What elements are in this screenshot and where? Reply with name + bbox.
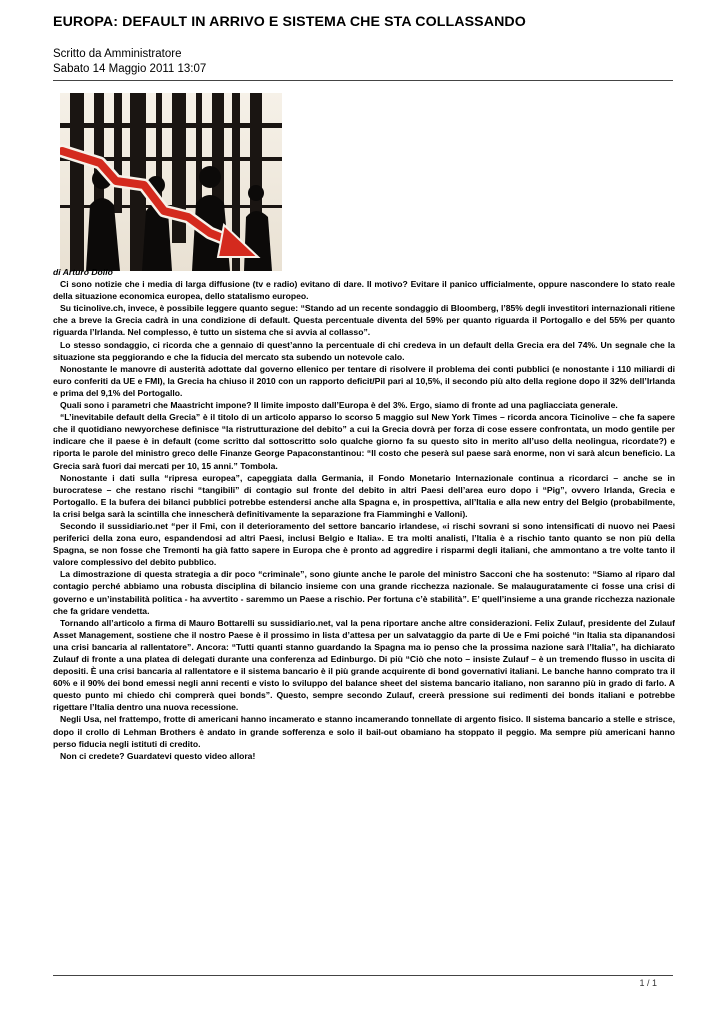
page-title: EUROPA: DEFAULT IN ARRIVO E SISTEMA CHE STA COLLASSANDO [53, 14, 526, 30]
page-number: 1 / 1 [639, 978, 657, 988]
article-paragraph: La dimostrazione di questa strategia a dir poco “criminale”, sono giunte anche le parole del ministro Sacconi che ha sostenuto: “Siamo al riparo dal contagio perché abbiamo una robusta disciplina di bilancio insieme con una grande ricchezza nazionale. Se malauguratamente ci fosse una crisi di governo e un’instabilità politica - ha avvertito - saremmo un Paese a rischio. Per fortuna c’è stabilità”. E’ quell’insieme a una grande ricchezza nazionale che fa gridare vendetta. [53, 569, 675, 616]
article-paragraph: “L’inevitabile default della Grecia” è il titolo di un articolo apparso lo scorso 5 maggio sul New York Times – ricorda ancora Ticinolive – che fa sapere che il quotidiano newyorchese definisce “la ristrutturazione del debito” a cui la Grecia dovrà per forza di cose essere confrontata, un modo gentile per indicare che il paese è in default (come scritto dal sottoscritto solo qualche giorno fa su questo sito in merito all’uso della neolingua, ricordate?) e riporta le parole del ministro greco delle Finanze George Papaconstantinou: “Il costo che peserà sul paese sarà enorme, non vi sarà alcun beneficio. La Grecia sarà fuori dai mercati per 10, 15 anni.” Tombola. [53, 412, 675, 471]
article-paragraph: Su ticinolive.ch, invece, è possibile leggere quanto segue: “Stando ad un recente sondaggio di Bloomberg, l’85% degli investitori internazionali ritiene che a breve la Grecia cadrà in una condizione di default. Questa percentuale diventa del 59% per quanto riguarda il Portogallo e del 55% per quanto riguarda l’Irlanda. Nel complesso, è tutto un sistema che si avvia al collasso”. [53, 303, 675, 338]
article-meta [53, 47, 206, 77]
footer-divider [53, 975, 673, 976]
article-paragraph: Lo stesso sondaggio, ci ricorda che a gennaio di quest’anno la percentuale di chi credeva in un default della Grecia era del 74%. Un segnale che la situazione sta peggiorando e che la fiducia del mercato sta subendo un notevole calo. [53, 339, 675, 362]
article-paragraph: Tornando all’articolo a firma di Mauro Bottarelli su sussidiario.net, val la pena riportare anche altre considerazioni. Felix Zulauf, presidente del Zulauf Asset Management, sostiene che il nostro Paese è il prossimo in lista d’attesa per un salvataggio da parte di Ue e Fmi poiché “in Italia sta dipanandosi una crisi bancaria al rallentatore”. Ancora: “Tutti quanti stanno guardando la Spagna ma io penso che la prossima nazione sarà l’Italia”, ha dichiarato Zulauf di fronte a una platea di delegati durante una conferenza ad Edinburgo. Di più “Ciò che noto – insiste Zulauf – è un tremendo flusso in uscita di depositi. È una crisi bancaria al rallentatore e il sistema bancario è il più grande acquirente di bond governativi italiani. Le banche hanno comprato tra il 60% e il 90% dei bond emessi negli anni recenti e visto lo sviluppo del balance sheet del sistema bancario italiano, non saranno più in grado di farlo. A questo punto mi chiedo chi comprerà quei bonds”. Questo, sempre secondo Zulauf, creerà pressione sui redimenti dei bonds italiani e potrebbe rigettare l’Italia dentro una nuova recessione. [53, 617, 675, 713]
article-paragraph: Secondo il sussidiario.net “per il Fmi, con il deterioramento del settore bancario irlandese, «i rischi sovrani si sono intensificati di nuovo nei Paesi periferici della zona euro, espandendosi ad altri Paesi, inclusi Belgio e Italia». E tra molti analisti, l’Italia è a rischio tanto quanto se non più della Spagna, se non fosse che Tremonti ha già fatto sapere in Europa che è pronto ad aggredire i risparmi degli italiani, che ammontano a tre volte tanto il valore complessivo del debito pubblico. [53, 520, 675, 568]
article-image [60, 93, 282, 271]
header-divider [53, 80, 673, 81]
article-byline: di Arturo Doilo [53, 267, 113, 277]
article-body [53, 266, 675, 762]
article-paragraph: Nonostante le manovre di austerità adottate dal governo ellenico per tentare di risolvere il problema dei conti pubblici (e nonostante i 110 miliardi di euro conferiti da UE e FMI), la Grecia ha chiuso il 2010 con un rapporto deficit/Pil pari al 10,5%, il secondo più alto della regione dopo il 32% dell’Irlanda e prima del 9,1% del Portogallo. [53, 363, 675, 398]
silhouettes-falling-red-arrow-illustration [60, 93, 282, 271]
article-paragraph: Ci sono notizie che i media di larga diffusione (tv e radio) evitano di dare. Il motivo? Evitare il panico ufficialmente, oppure nascondere lo stato reale della situazione economica europea, dello statalismo europeo. [53, 279, 675, 302]
article-paragraph: Non ci credete? Guardatevi questo video allora! [60, 750, 256, 761]
date-line: Sabato 14 Maggio 2011 13:07 [53, 63, 207, 75]
article-paragraph: Quali sono i parametri che Maastricht impone? Il limite imposto dall’Europa è del 3%. Ergo, siamo di fronte ad una pagliacciata generale. [60, 400, 618, 411]
author-line: Scritto da Amministratore [53, 48, 182, 60]
article-paragraph: Negli Usa, nel frattempo, frotte di americani hanno incamerato e stanno incamerando tonnellate di argento fisico. Il sistema bancario a stelle e strisce, dopo il crollo di Lehman Brothers è andato in grande sofferenza e solo il bail-out obamiano ha stoppato il peggio. Ma sempre più americani hanno perso fiducia negli istituti di credito. [53, 714, 675, 749]
article-paragraph: Nonostante i dati sulla “ripresa europea”, capeggiata dalla Germania, il Fondo Monetario Internazionale continua a ricordarci – anche se in burocratese – che restano rischi “tangibili” di contagio sul fronte del debito in altri Paesi dell’area euro dopo i “Pig”, ovvero Irlanda, Grecia e Portogallo. E la bufera dei bilanci pubblici potrebbe estendersi anche alla Spagna e, in prospettiva, all’Italia e alla new entry del Belgio (probabilmente, la crisi belga sarà la scintilla che innescherà definitivamente la separazione fra Fiamminghi e Valloni). [53, 472, 675, 519]
